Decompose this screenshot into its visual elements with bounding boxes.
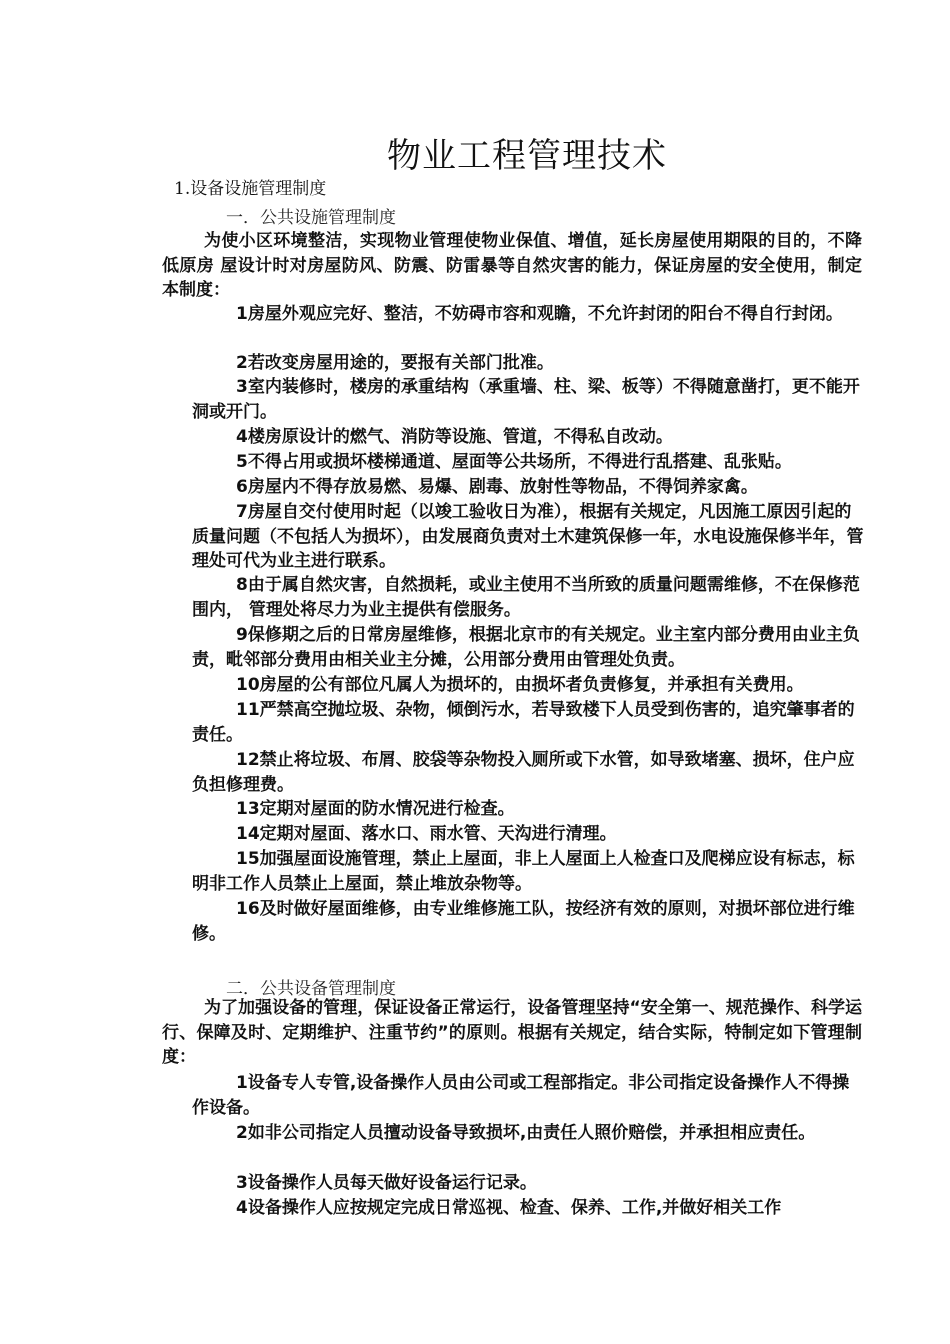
part2-intro: 为了加强设备的管理，保证设备正常运行，设备管理坚持“安全第一、规范操作、科学运行、保障及时、定期维护、注重节约”的原则。根据有关规定，结合实际，特制定如下管理制度： (162, 998, 862, 1067)
part2-heading: 二．公共设备管理制度 (226, 979, 396, 999)
part1-item: 1房屋外观应完好、整洁，不妨碍市容和观瞻，不允许封闭的阳台不得自行封闭。 (236, 304, 843, 324)
part2-item: 4设备操作人应按规定完成日常巡视、检查、保养、工作,并做好相关工作 (236, 1198, 782, 1218)
part1-item: 2若改变房屋用途的，要报有关部门批准。 (236, 353, 554, 373)
section-heading: 1.设备设施管理制度 (174, 179, 327, 199)
part1-item: 8由于属自然灾害，自然损耗，或业主使用不当所致的质量问题需维修，不在保修范围内， 管理处将尽力为业主提供有偿服务。 (192, 575, 860, 620)
part1-item: 16及时做好屋面维修，由专业维修施工队，按经济有效的原则，对损坏部位进行维修。 (192, 899, 855, 944)
part2-item: 3设备操作人员每天做好设备运行记录。 (236, 1173, 537, 1193)
part2-item: 1设备专人专管,设备操作人员由公司或工程部指定。非公司指定设备操作人不得操作设备。 (192, 1073, 850, 1118)
part1-item: 12禁止将垃圾、布屑、胶袋等杂物投入厕所或下水管，如导致堵塞、损坏，住户应负担修理费。 (192, 750, 855, 795)
part1-item: 5不得占用或损坏楼梯通道、屋面等公共场所，不得进行乱搭建、乱张贴。 (236, 452, 792, 472)
part1-item: 4楼房原设计的燃气、消防等设施、管道，不得私自改动。 (236, 427, 673, 447)
part1-item: 14定期对屋面、落水口、雨水管、天沟进行清理。 (236, 824, 617, 844)
part1-intro: 为使小区环境整洁，实现物业管理使物业保值、增值，延长房屋使用期限的目的，不降低原房 屋设计时对房屋防风、防震、防雷暴等自然灾害的能力，保证房屋的安全使用，制定本制度： (162, 231, 862, 300)
part1-item: 15加强屋面设施管理，禁止上屋面，非上人屋面上人检查口及爬梯应设有标志，标明非工作人员禁止上屋面，禁止堆放杂物等。 (192, 849, 855, 894)
document-title: 物业工程管理技术 (387, 136, 667, 176)
part1-heading: 一．公共设施管理制度 (226, 208, 396, 228)
part1-item: 11严禁高空抛垃圾、杂物，倾倒污水，若导致楼下人员受到伤害的，追究肇事者的责任。 (192, 700, 855, 745)
part1-item: 10房屋的公有部位凡属人为损坏的，由损坏者负责修复，并承担有关费用。 (236, 675, 804, 695)
part1-item: 7房屋自交付使用时起（以竣工验收日为准），根据有关规定，凡因施工原因引起的质量问题（不包括人为损坏），由发展商负责对土木建筑保修一年，水电设施保修半年，管理处可代为业主进行联系。 (192, 502, 864, 571)
part2-item: 2如非公司指定人员擅动设备导致损坏,由责任人照价赔偿，并承担相应责任。 (236, 1123, 816, 1143)
part1-item: 9保修期之后的日常房屋维修，根据北京市的有关规定。业主室内部分费用由业主负责，毗邻部分费用由相关业主分摊，公用部分费用由管理处负责。 (192, 625, 860, 670)
part1-item: 6房屋内不得存放易燃、易爆、剧毒、放射性等物品，不得饲养家禽。 (236, 477, 758, 497)
part1-item: 3室内装修时，楼房的承重结构（承重墙、柱、梁、板等）不得随意凿打，更不能开洞或开门。 (192, 377, 860, 422)
part1-item: 13定期对屋面的防水情况进行检查。 (236, 799, 515, 819)
